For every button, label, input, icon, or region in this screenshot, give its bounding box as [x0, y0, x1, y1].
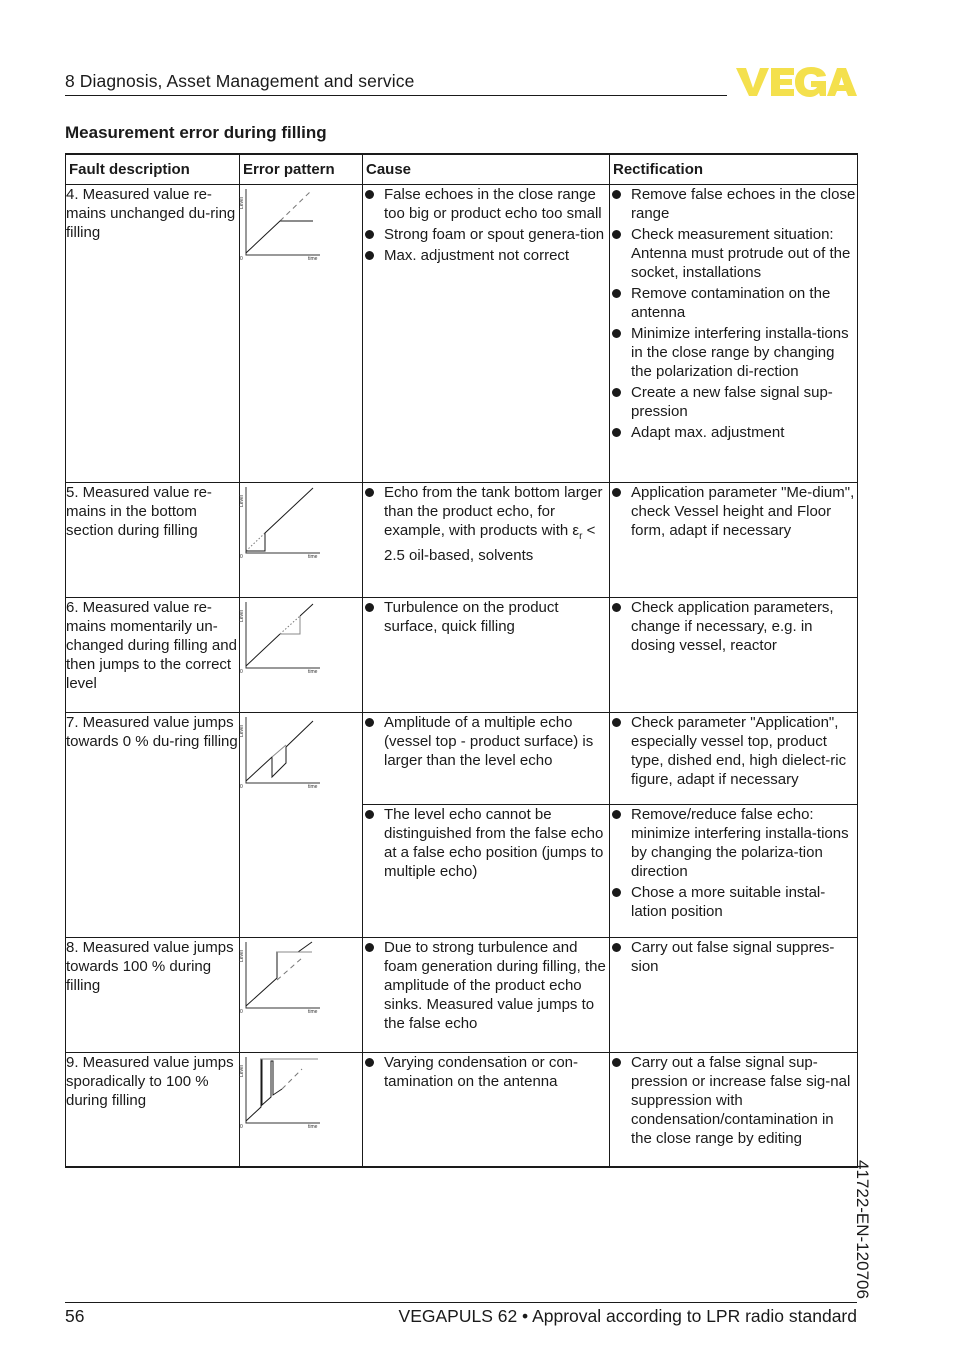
fault-description: 7. Measured value jumps towards 0 % du-ring filling: [66, 712, 240, 937]
axis-label-origin: 0: [240, 553, 243, 560]
error-pattern-cell: [240, 937, 363, 1052]
axis-label-origin: 0: [240, 668, 243, 675]
error-pattern-jump-full-chart: [240, 938, 322, 1014]
cause-item: The level echo cannot be distinguished from the false echo at a false echo position (jumps to multiple echo): [363, 805, 609, 881]
rectification-item: Check application parameters, change if necessary, e.g. in dosing vessel, reactor: [610, 598, 857, 655]
axis-label-level: Level: [239, 609, 245, 622]
rectification-cell: [610, 597, 858, 712]
cause-cell: [363, 1052, 610, 1167]
error-pattern-cell: [240, 482, 363, 597]
error-pattern-unchanged-chart: [240, 185, 322, 261]
epsilon-symbol: ε: [572, 521, 580, 539]
rectification-item: Carry out false signal suppres-sion: [610, 938, 857, 976]
cause-cell: [363, 804, 610, 937]
axis-label-level: Level: [239, 949, 245, 962]
cause-item: Max. adjustment not correct: [363, 246, 609, 265]
error-pattern-bottom-chart: [240, 483, 322, 559]
axis-label-level: Level: [239, 1064, 245, 1077]
vega-logo: [736, 66, 858, 98]
column-header-fault: Fault description: [66, 154, 240, 184]
fault-description: 9. Measured value jumps sporadically to 100 % during filling: [66, 1052, 240, 1167]
rectification-cell: [610, 804, 858, 937]
axis-label-time: time: [308, 553, 318, 560]
axis-label-level: Level: [239, 724, 245, 737]
cause-item: Turbulence on the product surface, quick filling: [363, 598, 609, 636]
cause-item: Due to strong turbulence and foam generation during filling, the amplitude of the product echo sinks. Measured value jumps to the false echo: [363, 938, 609, 1033]
table-row: [66, 1052, 858, 1167]
footer-document-title: VEGAPULS 62 • Approval according to LPR radio standard: [398, 1306, 857, 1326]
footer-divider: [65, 1302, 857, 1303]
cause-cell: [363, 482, 610, 597]
axis-label-origin: 0: [240, 1123, 243, 1130]
cause-cell: [363, 712, 610, 804]
rectification-cell: [610, 712, 858, 804]
cause-cell: [363, 937, 610, 1052]
chapter-title: 8 Diagnosis, Asset Management and service: [65, 71, 415, 91]
fault-description: 5. Measured value re-mains in the bottom section during filling: [66, 482, 240, 597]
cause-text-tail: < 2.5 oil-based, solvents: [384, 521, 596, 564]
table-row: [66, 184, 858, 482]
rectification-item: Check measurement situation: Antenna must protrude out of the socket, installations: [610, 225, 857, 282]
cause-cell: [363, 597, 610, 712]
axis-label-level: Level: [239, 494, 245, 507]
axis-label-level: Level: [239, 196, 245, 209]
page-number: 56: [65, 1306, 85, 1326]
cause-item: Amplitude of a multiple echo (vessel top - product surface) is larger than the level echo: [363, 713, 609, 770]
rectification-item: Application parameter "Me-dium", check Vessel height and Floor form, adapt if necessary: [610, 483, 857, 540]
rectification-item: Remove contamination on the antenna: [610, 284, 857, 322]
table-row: [66, 712, 858, 804]
rectification-item: Create a new false signal sup-pression: [610, 383, 857, 421]
rectification-item: Minimize interfering installa-tions in the close range by changing the polarization di-rection: [610, 324, 857, 381]
rectification-cell: [610, 937, 858, 1052]
cause-item: False echoes in the close range too big or product echo too small: [363, 185, 609, 223]
cause-item: Varying condensation or con-tamination on the antenna: [363, 1053, 609, 1091]
axis-label-origin: 0: [240, 255, 243, 262]
cause-cell: [363, 184, 610, 482]
error-pattern-jump-zero-chart: [240, 713, 322, 789]
error-pattern-sporadic-chart: [240, 1053, 322, 1129]
error-pattern-cell: [240, 184, 363, 482]
cause-text: Echo from the tank bottom larger than the product echo, for example, with products with: [384, 483, 603, 539]
table-row: [66, 937, 858, 1052]
rectification-cell: [610, 1052, 858, 1167]
fault-description: 4. Measured value re-mains unchanged du-ring filling: [66, 184, 240, 482]
error-pattern-cell: [240, 597, 363, 712]
axis-label-time: time: [308, 1008, 318, 1015]
rectification-item: Chose a more suitable instal-lation position: [610, 883, 857, 921]
epsilon-subscript: r: [579, 530, 583, 542]
axis-label-origin: 0: [240, 783, 243, 790]
document-code-text: 41722-EN-120706: [853, 1160, 872, 1299]
axis-label-time: time: [308, 783, 318, 790]
column-header-rectification: Rectification: [610, 154, 858, 184]
axis-label-time: time: [308, 1123, 318, 1130]
axis-label-origin: 0: [240, 1008, 243, 1015]
rectification-cell: [610, 482, 858, 597]
rectification-item: Check parameter "Application", especially vessel top, product type, dished end, high dielect-ric figure, adapt if necessary: [610, 713, 857, 789]
rectification-item: Carry out a false signal sup-pression or increase false sig-nal suppression with condensation/contamination in the close range by editing: [610, 1053, 857, 1148]
table-row: [66, 482, 858, 597]
section-title: Measurement error during filling: [65, 123, 327, 142]
column-header-pattern: Error pattern: [240, 154, 363, 184]
table-header-row: [66, 154, 858, 184]
column-header-cause: Cause: [363, 154, 610, 184]
cause-item: [363, 483, 609, 565]
error-pattern-cell: [240, 712, 363, 937]
cause-item: Strong foam or spout genera-tion: [363, 225, 609, 244]
rectification-item: Adapt max. adjustment: [610, 423, 857, 442]
error-pattern-momentary-chart: [240, 598, 322, 674]
measurement-error-table: [65, 153, 858, 1168]
fault-description: 8. Measured value jumps towards 100 % during filling: [66, 937, 240, 1052]
rectification-item: Remove false echoes in the close range: [610, 185, 857, 223]
rectification-item: Remove/reduce false echo: minimize interfering installa-tions by changing the polariza-tion direction: [610, 805, 857, 881]
error-pattern-cell: [240, 1052, 363, 1167]
header-divider: [65, 95, 727, 96]
axis-label-time: time: [308, 668, 318, 675]
fault-description: 6. Measured value re-mains momentarily un-changed during filling and then jumps to the correct level: [66, 597, 240, 712]
table-row: [66, 597, 858, 712]
rectification-cell: [610, 184, 858, 482]
axis-label-time: time: [308, 255, 318, 262]
